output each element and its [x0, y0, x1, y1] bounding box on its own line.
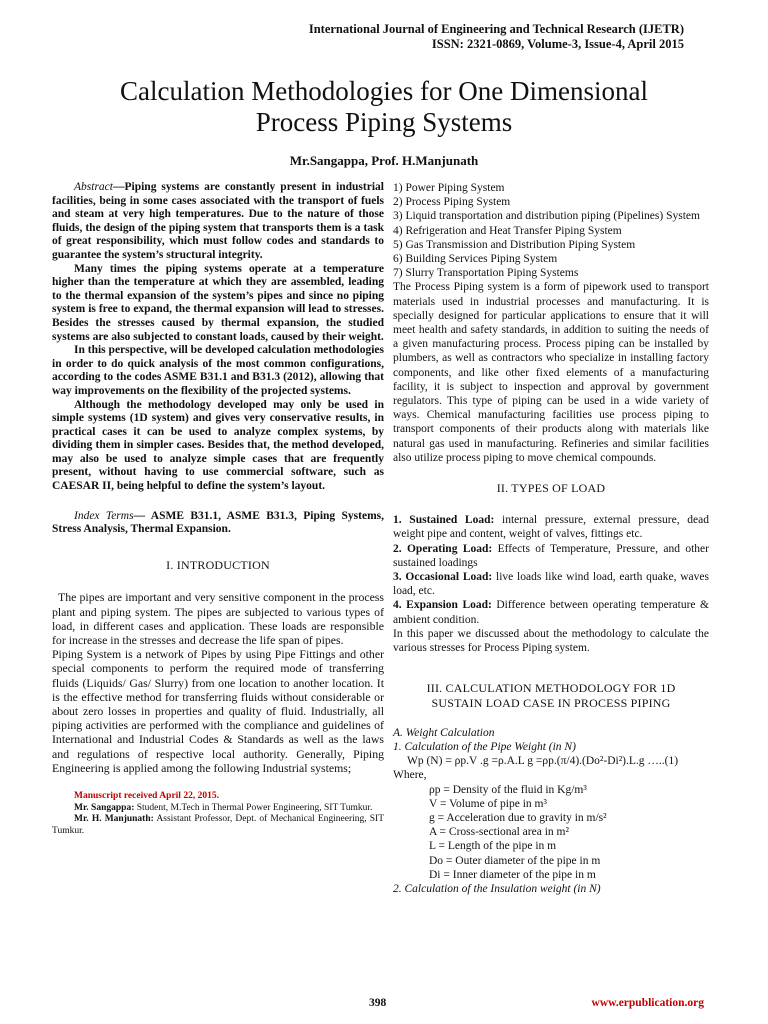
list-item: 2) Process Piping System: [393, 196, 511, 209]
loads-summary: In this paper we discussed about the methodology to calculate the various stresses for Process Piping system.: [393, 627, 709, 655]
pipe-weight-equation: Wp (N) = ρp.V .g =ρ.A.L g =ρp.(π/4).(Do²-Di²).L.g …..(1): [407, 755, 679, 768]
load-text: live loads like wind load, earth quake, waves load, etc.: [393, 571, 709, 598]
author-1-affiliation: [52, 803, 384, 815]
abstract: [52, 181, 384, 494]
definition-item: ρp = Density of the fluid in Kg/m³: [429, 783, 587, 796]
load-item: [393, 542, 709, 570]
journal-header: [309, 22, 684, 52]
definition-item: L = Length of the pipe in m: [429, 840, 557, 853]
author-2-text: Assistant Professor, Dept. of Mechanical Engineering, SIT Tumkur.: [52, 814, 384, 836]
load-label: 2. Operating Load:: [393, 542, 493, 555]
author-2-affiliation: [52, 814, 384, 837]
journal-name: International Journal of Engineering and Technical Research (IJETR): [308, 22, 684, 36]
definition-item: Di = Inner diameter of the pipe in m: [429, 868, 596, 881]
manuscript-received: Manuscript received April 22, 2015.: [74, 791, 219, 802]
abstract-text-1: —Piping systems are constantly present in industrial facilities, being in some cases associated with the transport of fuels and steam at very high temperatures. Due to the nature of those fluids, the design of the piping system that transports them is a task of great responsibility, which must follow codes and standards to guarantee the system’s structural integrity.: [52, 181, 384, 261]
author-1-name: Mr. Sangappa:: [74, 802, 135, 813]
title-line-2: Process Piping Systems: [255, 107, 513, 137]
intro-paragraph-2: Piping System is a network of Pipes by using Pipe Fittings and other special components to perform the required mode of transferring fluids (Liquids/ Gas/ Slurry) from one location to another location. It is the effective method for transferring fluids without considerable or about zero losses in properties and quality of fluid. Industrially, all piping activities are performed with the compliance and guidelines of International and Industrial Codes & Standards as well as the laws and regulations of respective local authority. Generally, Piping Engineering is applied among the following Industrial systems;: [52, 647, 384, 775]
calculation-methodology-heading: [393, 681, 709, 709]
list-item: 6) Building Services Piping System: [393, 253, 558, 266]
introduction-body: [52, 590, 384, 775]
paper-title: [0, 76, 768, 138]
introduction-heading: I. INTRODUCTION: [166, 557, 270, 572]
load-text: internal pressure, external pressure, dead weight pipe and content, weight of valves, fittings etc.: [393, 514, 709, 541]
author-2-name: Mr. H. Manjunath:: [74, 814, 154, 825]
insulation-weight-item: 2. Calculation of the Insulation weight (in N): [393, 882, 601, 895]
load-text: Difference between operating temperature & ambient condition.: [393, 599, 709, 626]
systems-list: [393, 181, 709, 280]
title-line-1: Calculation Methodologies for One Dimensional: [120, 76, 648, 106]
definition-item: Do = Outer diameter of the pipe in m: [429, 854, 601, 867]
load-label: 1. Sustained Load:: [393, 514, 495, 527]
definition-item: A = Cross-sectional area in m²: [429, 826, 569, 839]
abstract-paragraph-1: [52, 181, 384, 263]
load-label: 4. Expansion Load:: [393, 599, 492, 612]
index-terms-lead: Index Terms: [74, 509, 134, 522]
manuscript-note: [52, 791, 384, 837]
load-item: [393, 513, 709, 541]
page-number: 398: [369, 997, 387, 1009]
load-item: [393, 598, 709, 626]
calc-heading-line-1: III. CALCULATION METHODOLOGY FOR 1D: [426, 681, 676, 696]
definition-item: g = Acceleration due to gravity in m/s²: [429, 811, 607, 824]
pipe-weight-item: 1. Calculation of the Pipe Weight (in N): [393, 740, 576, 753]
publisher-url[interactable]: www.erpublication.org: [591, 997, 704, 1009]
abstract-lead: Abstract: [74, 181, 113, 193]
intro-paragraph-1: The pipes are important and very sensitive component in the process plant and piping system. The pipes are subjected to various types of load, in different cases and application. These loads are responsible for increase in the stresses and decrease the life span of pipes.: [52, 590, 384, 648]
author-1-text: Student, M.Tech in Thermal Power Engineering, SIT Tumkur.: [134, 802, 373, 813]
load-list: [393, 513, 709, 655]
right-column: [393, 181, 709, 896]
load-label: 3. Occasional Load:: [393, 571, 493, 584]
process-piping-paragraph: The Process Piping system is a form of pipework used to transport materials used in industrial processes and manufacturing. It is specially designed for particular applications to ensure that it will meet health and safety standards, in addition to suiting the needs of a given manufacturing process. Process piping can be installed by plumbers, as well as contractors who specialize in installing factory components, and like other fixed elements of a manufacturing facility, it is subject to inspection and approval by government regulators. This type of piping can be used in a wide variety of ways. Chemical manufacturing facilities use process piping to transport components of their products along with materials like natural gas used in manufacturing. Refineries and similar facilities also utilize process piping to move chemical compounds.: [393, 281, 709, 464]
calc-heading-line-2: SUSTAIN LOAD CASE IN PROCESS PIPING: [431, 695, 671, 710]
definition-item: V = Volume of pipe in m³: [429, 797, 547, 810]
weight-calculation: [393, 726, 709, 896]
abstract-paragraph-3: In this perspective, will be developed calculation methodologies in order to do quick analysis of the most common configurations, according to the codes ASME B31.1 and B31.3 (2012), allowing that way improvements on the flexibility of the projected systems.: [52, 344, 384, 397]
list-item: 7) Slurry Transportation Piping Systems: [393, 267, 579, 280]
weight-calc-subhead: A. Weight Calculation: [393, 726, 495, 739]
abstract-paragraph-4: Although the methodology developed may only be used in simple systems (1D system) and gives very conservative results, in practical cases it can be used to analyze complex systems, by dividing them in simpler cases. Besides that, the method developed, may also be used to analyze simple cases that are frequently present, without having to use commercial software, such as CAESAR II, being helpful to define the system’s layout.: [52, 398, 384, 493]
list-item: 5) Gas Transmission and Distribution Piping System: [393, 238, 636, 251]
index-terms: [52, 510, 384, 537]
abstract-paragraph-2: Many times the piping systems operate at a temperature higher than the temperature at which they are assembled, leading to the thermal expansion of the system’s pipes and since no piping system is free to expand, the thermal expansion will lead to stresses. Besides the stresses caused by thermal expansion, the studied systems are also subjected to constant loads, caused by their weight.: [52, 262, 384, 343]
list-item: 4) Refrigeration and Heat Transfer Piping System: [393, 224, 622, 237]
left-column: [52, 181, 384, 837]
journal-issn: ISSN: 2321-0869, Volume-3, Issue-4, April 2015: [431, 37, 684, 51]
load-item: [393, 570, 709, 598]
list-item: 1) Power Piping System: [393, 182, 505, 194]
index-terms-text: — ASME B31.1, ASME B31.3, Piping Systems, Stress Analysis, Thermal Expansion.: [52, 509, 384, 536]
authors: Mr.Sangappa, Prof. H.Manjunath: [289, 153, 479, 168]
types-of-load-heading: II. TYPES OF LOAD: [496, 481, 606, 496]
list-item: 3) Liquid transportation and distribution piping (Pipelines) System: [393, 210, 700, 223]
load-text: Effects of Temperature, Pressure, and other sustained loadings: [393, 542, 709, 569]
where-label: Where,: [393, 769, 427, 782]
